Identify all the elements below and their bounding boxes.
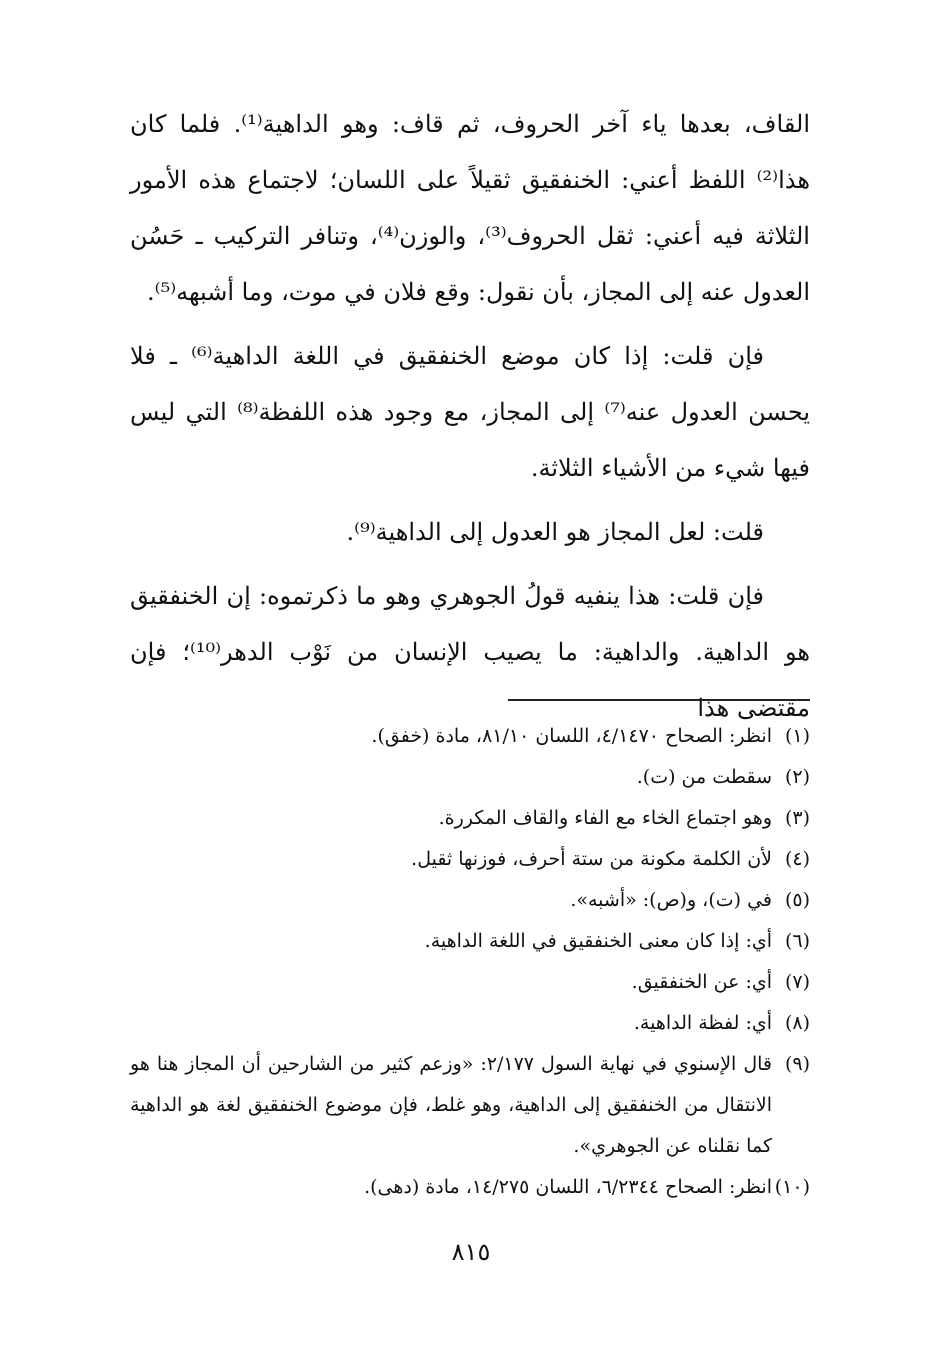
paragraph-1: القاف، بعدها ياء آخر الحروف، ثم قاف: وهو الداهية⁽¹⁾. فلما كان هذا⁽²⁾ اللفظ أعني: الخنفقيق ثقيلاً على اللسان؛ لاجتماع هذه الأمور الثلاثة فيه أعني: ثقل الحروف⁽³⁾، والوزن⁽⁴⁾، وتنافر التركيب ـ حَسُن العدول عنه إلى المجاز، بأن نقول: وقع فلان في موت، وما أشبهه⁽⁵⁾. bbox=[130, 110, 810, 306]
paragraph-3: قلت: لعل المجاز هو العدول إلى الداهية⁽⁹⁾. bbox=[346, 518, 764, 546]
footnote-text: أي: عن الخنفقيق. bbox=[631, 971, 772, 993]
footnotes bbox=[130, 716, 810, 1208]
footnote-text: قال الإسنوي في نهاية السول ٢/١٧٧: «وزعم كثير من الشارحين أن المجاز هنا هو الانتقال من الخنفقيق إلى الداهية، وهو غلط، فإن موضوع الخنفقيق لغة هو الداهية كما نقلناه عن الجوهري». bbox=[130, 1053, 772, 1157]
footnote-text: وهو اجتماع الخاء مع الفاء والقاف المكررة. bbox=[438, 807, 772, 829]
footnote-number: (٩) bbox=[784, 1053, 810, 1075]
footnote bbox=[130, 921, 810, 962]
footnote bbox=[130, 716, 810, 757]
footnote-text: انظر: الصحاح ٤/١٤٧٠، اللسان ٨١/١٠، مادة (خفق). bbox=[371, 725, 772, 747]
footnote-text: لأن الكلمة مكونة من ستة أحرف، فوزنها ثقيل. bbox=[411, 848, 772, 870]
footnote bbox=[130, 757, 810, 798]
footnote-divider bbox=[508, 699, 810, 701]
footnote-text: سقطت من (ت). bbox=[636, 766, 772, 788]
footnote-text: انظر: الصحاح ٦/٢٣٤٤، اللسان ١٤/٢٧٥، مادة (دهى). bbox=[364, 1176, 772, 1198]
footnote bbox=[130, 962, 810, 1003]
footnote-text: في (ت)، و(ص): «أشبه». bbox=[570, 889, 772, 911]
footnote bbox=[130, 1044, 810, 1167]
footnote-number: (٤) bbox=[784, 848, 810, 870]
footnote-number: (٢) bbox=[784, 766, 810, 788]
paragraph-2: فإن قلت: إذا كان موضع الخنفقيق في اللغة الداهية⁽⁶⁾ ـ فلا يحسن العدول عنه⁽⁷⁾ إلى المجاز، مع وجود هذه اللفظة⁽⁸⁾ التي ليس فيها شيء من الأشياء الثلاثة. bbox=[130, 342, 810, 482]
main-text bbox=[130, 96, 810, 736]
footnote-number: (٧) bbox=[784, 971, 810, 993]
page-number: ٨١٥ bbox=[451, 1238, 491, 1266]
footnote-number: (٦) bbox=[784, 930, 810, 952]
footnote-number: (١) bbox=[784, 725, 810, 747]
footnote bbox=[130, 880, 810, 921]
footnote bbox=[130, 1003, 810, 1044]
footnote bbox=[130, 839, 810, 880]
paragraph-4: فإن قلت: هذا ينفيه قولُ الجوهري وهو ما ذكرتموه: إن الخنفقيق هو الداهية. والداهية: ما يصيب الإنسان من نَوْب الدهر⁽¹⁰⁾؛ فإن مقتضى هذا bbox=[130, 582, 811, 722]
footnote-text: أي: إذا كان معنى الخنفقيق في اللغة الداهية. bbox=[424, 930, 772, 952]
footnote-text: أي: لفظة الداهية. bbox=[633, 1012, 772, 1034]
footnote bbox=[130, 1167, 810, 1208]
footnote bbox=[130, 798, 810, 839]
footnote-number: (٥) bbox=[784, 889, 810, 911]
footnote-number: (٣) bbox=[784, 807, 810, 829]
footnote-number: (١٠) bbox=[774, 1176, 810, 1198]
footnote-number: (٨) bbox=[784, 1012, 810, 1034]
